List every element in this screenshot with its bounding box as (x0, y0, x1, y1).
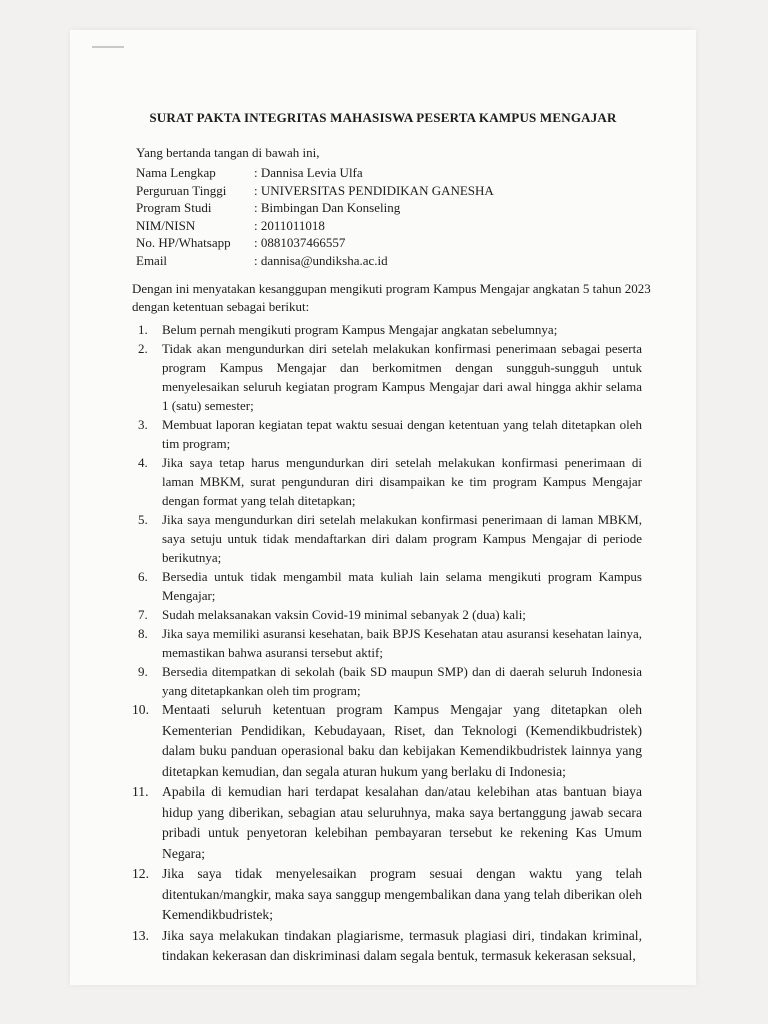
identity-row-nim (136, 217, 656, 235)
identity-value: : Bimbingan Dan Konseling (254, 200, 401, 215)
identity-label: No. HP/Whatsapp (136, 235, 231, 250)
term-item (132, 510, 642, 567)
term-text: Jika saya memiliki asuransi kesehatan, baik BPJS Kesehatan atau asuransi kesehatan lainya, memastikan bahwa asuransi tersebut aktif; (162, 626, 642, 660)
term-item (132, 662, 642, 700)
identity-value: : 0881037466557 (254, 235, 346, 250)
term-number: 10. (132, 702, 149, 717)
statement-text: Dengan ini menyatakan kesanggupan mengikuti program Kampus Mengajar angkatan 5 tahun 2023 dengan ketentuan sebagai berikut: (132, 281, 651, 314)
term-text: Jika saya tetap harus mengundurkan diri setelah melakukan konfirmasi penerimaan di laman MBKM, surat pengunduran diri disampaikan ke tim program Kampus Mengajar dengan format yang telah ditetapkan; (162, 455, 642, 508)
document-title: SURAT PAKTA INTEGRITAS MAHASISWA PESERTA KAMPUS MENGAJAR (149, 110, 617, 125)
document-page (70, 30, 696, 985)
terms-list (132, 320, 642, 967)
term-text: Jika saya tidak menyelesaikan program sesuai dengan waktu yang telah ditentukan/mangkir, maka saya sanggup mengembalikan dana yang telah diberikan oleh Kemendikbudristek; (162, 866, 642, 922)
term-item (132, 605, 642, 624)
identity-label: NIM/NISN (136, 217, 196, 233)
identity-value: : Dannisa Levia Ulfa (254, 165, 363, 180)
term-text: Jika saya melakukan tindakan plagiarisme, termasuk plagiasi diri, tindakan kriminal, tindakan kekerasan dan diskriminasi dalam segala bentuk, termasuk kekerasan seksual, (162, 927, 642, 963)
identity-label: Nama Lengkap (136, 165, 216, 180)
scan-mark (92, 46, 124, 48)
term-number: 4. (138, 455, 148, 470)
identity-row-study-program (136, 199, 656, 217)
identity-block (136, 164, 656, 269)
identity-row-phone (136, 234, 656, 252)
identity-label: Email (136, 252, 168, 268)
intro-text: Yang bertanda tangan di bawah ini, (136, 145, 320, 160)
term-text: Membuat laporan kegiatan tepat waktu sesuai dengan ketentuan yang telah ditetapkan oleh tim program; (162, 417, 642, 451)
term-number: 5. (138, 512, 148, 527)
term-item (132, 567, 642, 605)
term-item (132, 926, 642, 967)
term-item (132, 782, 642, 864)
identity-value: : UNIVERSITAS PENDIDIKAN GANESHA (254, 182, 494, 198)
term-number: 3. (138, 417, 148, 432)
identity-row-university (136, 182, 656, 200)
term-item (132, 453, 642, 510)
term-item (132, 624, 642, 662)
term-text: Bersedia ditempatkan di sekolah (baik SD maupun SMP) dan di daerah seluruh Indonesia yang ditetapkankan oleh tim program; (162, 664, 642, 698)
term-item (132, 415, 642, 453)
term-item (132, 320, 642, 339)
term-number: 1. (138, 322, 148, 337)
term-text: Mentaati seluruh ketentuan program Kampus Mengajar yang ditetapkan oleh Kementerian Pendidikan, Kebudayaan, Riset, dan Teknologi (Kemendikbudristek) dalam buku panduan operasional baku dan kebijakan Kemendikbudristek lainnya yang ditetapkan kemudian, dan segala aturan hukum yang berlaku di Indonesia; (162, 702, 642, 779)
term-number: 11. (132, 784, 149, 799)
term-text: Bersedia untuk tidak mengambil mata kuliah lain selama mengikuti program Kampus Mengajar; (162, 569, 642, 603)
term-text: Tidak akan mengundurkan diri setelah melakukan konfirmasi penerimaan sebagai peserta program Kampus Mengajar dan berkomitmen dengan sungguh-sungguh untuk menyelesaikan seluruh kegiatan program Kampus Mengajar dari awal hingga akhir selama 1 (satu) semester; (162, 341, 642, 413)
term-text: Belum pernah mengikuti program Kampus Mengajar angkatan sebelumnya; (162, 322, 558, 337)
term-item (132, 339, 642, 415)
identity-label: Program Studi (136, 200, 212, 215)
term-text: Sudah melaksanakan vaksin Covid-19 minimal sebanyak 2 (dua) kali; (162, 607, 526, 622)
term-number: 8. (138, 626, 148, 641)
term-number: 9. (138, 664, 148, 679)
identity-value: : 2011011018 (254, 217, 325, 233)
term-number: 6. (138, 569, 148, 584)
term-item (132, 864, 642, 926)
term-item (132, 700, 642, 782)
term-number: 2. (138, 341, 148, 356)
identity-row-name (136, 164, 656, 182)
identity-row-email (136, 252, 656, 270)
term-text: Jika saya mengundurkan diri setelah melakukan konfirmasi penerimaan di laman MBKM, saya setuju untuk tidak mendaftarkan diri dalam program Kampus Mengajar di periode berikutnya; (162, 512, 642, 565)
identity-value: : dannisa@undiksha.ac.id (254, 252, 388, 268)
term-number: 13. (132, 927, 149, 943)
term-text: Apabila di kemudian hari terdapat kesalahan dan/atau kelebihan atas bantuan biaya hidup yang diberikan, sebagian atau seluruhnya, maka saya bertanggung jawab secara pribadi untuk penyetoran kelebihan pembayaran tersebut ke rekening Kas Umum Negara; (162, 784, 642, 861)
term-number: 12. (132, 866, 149, 881)
identity-label: Perguruan Tinggi (136, 182, 227, 198)
term-number: 7. (138, 607, 148, 622)
